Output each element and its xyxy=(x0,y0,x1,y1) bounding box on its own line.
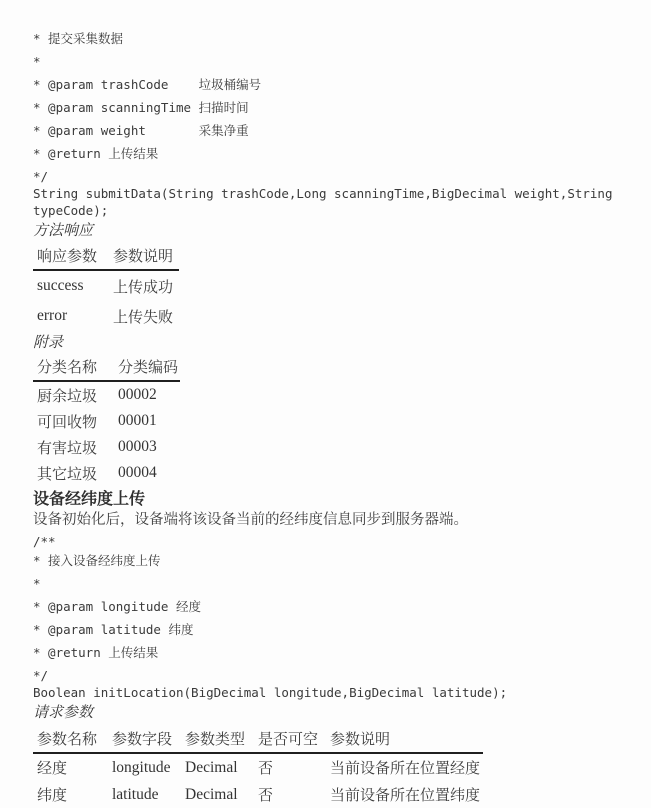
table-row xyxy=(33,270,179,301)
method-response-heading: 方法响应 xyxy=(33,222,94,239)
request-param-name-latitude: 纬度 xyxy=(37,787,68,804)
category-table xyxy=(33,355,180,486)
response-value-error: error xyxy=(37,307,68,324)
javadoc-line-star: * xyxy=(33,54,41,69)
javadoc-line-return: * @return 上传结果 xyxy=(33,146,159,161)
table-row xyxy=(33,781,483,808)
category-name-recyclable: 可回收物 xyxy=(37,413,98,431)
request-param-desc-latitude: 当前设备所在位置纬度 xyxy=(330,787,481,804)
request-param-field-latitude: latitude xyxy=(112,785,159,803)
request-param-name-longitude: 经度 xyxy=(37,760,68,777)
javadoc-line-title: * 接入设备经纬度上传 xyxy=(33,553,161,568)
section-intro-text: 设备初始化后，设备端将该设备当前的经纬度信息同步到服务器端。 xyxy=(33,512,468,528)
javadoc-line-param-trashcode: * @param trashCode 垃圾桶编号 xyxy=(33,77,262,92)
table-row xyxy=(33,753,483,781)
table-row xyxy=(33,301,179,331)
request-param-type-latitude: Decimal xyxy=(185,785,238,803)
request-table-header-field: 参数字段 xyxy=(108,727,181,753)
request-param-desc-longitude: 当前设备所在位置经度 xyxy=(330,760,481,777)
response-desc-success: 上传成功 xyxy=(113,278,174,296)
response-table-header-row xyxy=(33,244,179,270)
request-param-nullable-longitude: 否 xyxy=(258,760,274,777)
javadoc-line-param-weight: * @param weight 采集净重 xyxy=(33,123,249,138)
request-table-header-name: 参数名称 xyxy=(33,727,108,753)
javadoc-line-return: * @return 上传结果 xyxy=(33,645,159,660)
request-param-field-longitude: longitude xyxy=(112,758,171,776)
table-row xyxy=(33,381,180,408)
request-param-type-longitude: Decimal xyxy=(185,758,238,776)
response-table-header-desc: 参数说明 xyxy=(109,244,179,270)
table-row xyxy=(33,460,180,486)
category-name-harmful: 有害垃圾 xyxy=(37,439,98,457)
javadoc-block-submit-data xyxy=(33,30,631,219)
javadoc-line-param-longitude: * @param longitude 经度 xyxy=(33,599,201,614)
response-table-header-param: 响应参数 xyxy=(33,244,109,270)
request-table-header-desc: 参数说明 xyxy=(326,727,483,753)
request-param-nullable-latitude: 否 xyxy=(258,787,274,804)
category-name-other: 其它垃圾 xyxy=(37,465,98,483)
category-name-kitchen: 厨余垃圾 xyxy=(37,387,98,405)
request-table-header-nullable: 是否可空 xyxy=(254,727,326,753)
javadoc-line-open: /** xyxy=(33,534,56,549)
javadoc-line-param-latitude: * @param latitude 纬度 xyxy=(33,622,194,637)
response-desc-error: 上传失败 xyxy=(113,308,174,326)
appendix-heading: 附录 xyxy=(33,334,64,351)
request-table xyxy=(33,727,483,808)
category-code-kitchen: 00002 xyxy=(118,386,157,403)
request-params-heading: 请求参数 xyxy=(33,704,94,721)
javadoc-line-title: * 提交采集数据 xyxy=(33,31,124,46)
javadoc-line-close: */ xyxy=(33,169,49,184)
method-signature-initlocation: Boolean initLocation(BigDecimal longitude,BigDecimal latitude); xyxy=(33,685,508,700)
method-signature-submitdata: String submitData(String trashCode,Long scanningTime,BigDecimal weight,String typeCode); xyxy=(33,186,621,218)
category-table-header-code: 分类编码 xyxy=(114,355,180,381)
section-heading-location-upload: 设备经纬度上传 xyxy=(33,491,146,508)
category-table-header-name: 分类名称 xyxy=(33,355,114,381)
category-code-other: 00004 xyxy=(118,464,157,481)
category-code-harmful: 00003 xyxy=(118,438,157,455)
javadoc-line-param-scanningtime: * @param scanningTime 扫描时间 xyxy=(33,100,249,115)
javadoc-block-init-location xyxy=(33,533,631,701)
response-table xyxy=(33,244,179,331)
response-value-success: success xyxy=(37,277,84,294)
javadoc-line-star: * xyxy=(33,576,41,591)
table-row xyxy=(33,408,180,434)
request-table-header-type: 参数类型 xyxy=(181,727,254,753)
request-table-header-row xyxy=(33,727,483,753)
category-table-header-row xyxy=(33,355,180,381)
javadoc-line-close: */ xyxy=(33,668,49,683)
table-row xyxy=(33,434,180,460)
category-code-recyclable: 00001 xyxy=(118,412,157,429)
